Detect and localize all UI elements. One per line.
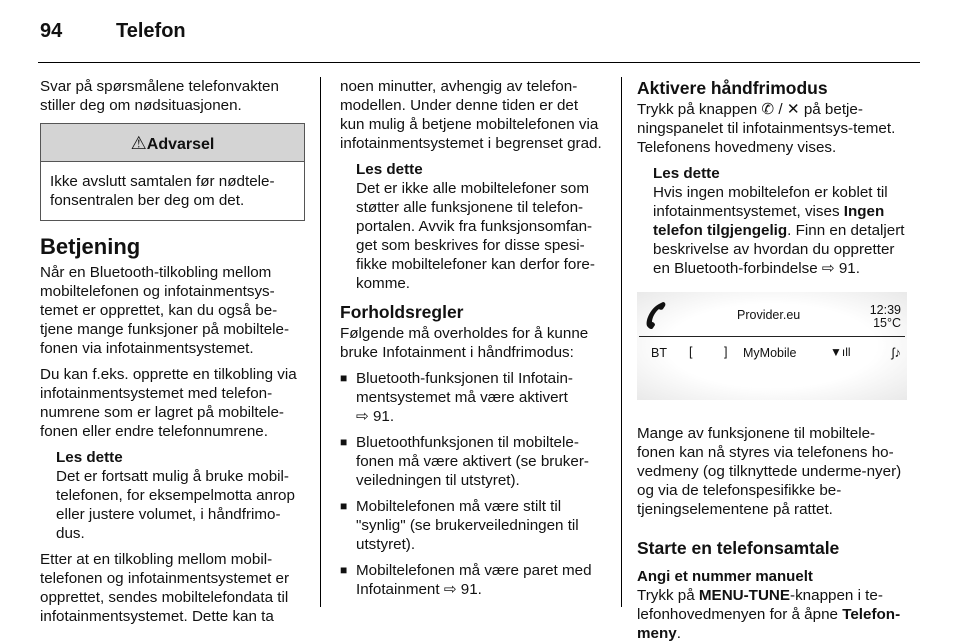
paragraph: Du kan f.eks. opprette en tilkobling via infotainmentsystemet med telefon-numrene som er lagret på mobiltele-fonen eller endre telefonnumrene.: [40, 366, 297, 440]
audio-icon: ʃ♪: [891, 345, 901, 360]
note-block: [40, 448, 305, 543]
signal-icon: ▼ıll: [830, 345, 851, 359]
mute-icon: ✕: [786, 101, 800, 118]
column-2: [340, 77, 606, 606]
page-number: 94: [40, 20, 63, 42]
note-label: Les dette: [653, 165, 720, 182]
brackets-label: [ ]: [689, 345, 742, 359]
warning-text: Ikke avslutt samtalen før nødtele-fonsentralen ber deg om det.: [50, 173, 275, 209]
paragraph: Mange av funksjonene til mobiltele-fonen kan nå styres via telefonens ho-vedmeny (og tilknyttede underme-nyer) og via de telefonspesifikke be-tjeningselementene på rattet.: [637, 425, 902, 518]
column-divider: [320, 77, 321, 607]
requirements-list: [340, 369, 606, 599]
mobile-name: MyMobile: [743, 346, 797, 360]
paragraph: noen minutter, avhengig av telefon-modellen. Under denne tiden er det kun mulig å betjene mobiltelefonen via infotainmentsystemet i begrenset grad.: [340, 78, 602, 152]
warning-title: Advarsel: [146, 136, 215, 153]
phone-icon: ✆: [761, 101, 775, 118]
warning-box: [40, 123, 305, 221]
bt-label: BT: [651, 346, 667, 360]
section-heading: Aktivere håndfrimodus: [637, 78, 828, 98]
page-title: Telefon: [116, 20, 186, 42]
note-label: Les dette: [56, 449, 123, 466]
list-item: ■ Bluetoothfunksjonen til mobiltele-fonen må være aktivert (se bruker-veiledningen til utstyret).: [340, 433, 606, 490]
header-rule: [38, 62, 920, 63]
paragraph: Trykk på knappen ✆ / ✕ på betje-ningspanelet til infotainmentsys-temet. Telefonens hovedmeny vises.: [637, 101, 896, 156]
clock-temp: [870, 304, 901, 330]
section-heading: Betjening: [40, 234, 141, 259]
column-3: [637, 77, 907, 642]
note-text: Det er fortsatt mulig å bruke mobil-telefonen, for eksempelmotta anrop eller justere volumet, i håndfrimo-dus.: [56, 468, 295, 542]
note-block: [637, 164, 907, 278]
warning-header: [41, 124, 304, 162]
intro-paragraph: Svar på spørsmålene telefonvakten stiller deg om nødsituasjonen.: [40, 78, 279, 114]
list-item: ■ Bluetooth-funksjonen til Infotain-mentsystemet må være aktivert ⇨ 91.: [340, 369, 606, 426]
section-heading: Starte en telefonsamtale: [637, 538, 840, 558]
page-ref: 91.: [372, 408, 395, 425]
page-ref-icon: ⇨: [356, 408, 373, 425]
sub-heading: Angi et nummer manuelt: [637, 568, 813, 585]
paragraph: Etter at en tilkobling mellom mobil-telefonen og infotainmentsystemet er opprettet, sendes mobiltelefondata til infotainmentsystemet. Dette kan ta: [40, 551, 290, 625]
handset-icon: [641, 300, 673, 332]
column-divider: [621, 77, 622, 607]
page-header: [40, 20, 186, 43]
paragraph: Trykk på MENU-TUNE-knappen i te-lefonhovedmenyen for å åpne Telefon-meny.: [637, 587, 901, 642]
paragraph: Når en Bluetooth-tilkobling mellom mobiltelefonen og infotainmentsys-temet er opprettet, kan du også be-tjene mange funksjoner på mobiltele-fonen via infotainmentsystemet.: [40, 264, 290, 357]
page-ref-icon: ⇨: [443, 581, 461, 598]
note-text: Det er ikke alle mobiltelefoner som støtter alle funksjonene til telefon-portalen. Avvik fra funksjonsomfan-get som beskrives for disse spesi-fikke mobiltelefoner kan derfor fore-komme.: [356, 180, 595, 292]
list-item: ■ Mobiltelefonen må være stilt til "synlig" (se brukerveiledningen til utstyret).: [340, 497, 606, 554]
infotainment-display: [637, 292, 907, 400]
section-heading: Forholdsregler: [340, 302, 464, 322]
page-ref: 91.: [460, 581, 482, 598]
list-item: ■ Mobiltelefonen må være paret med Infotainment ⇨ 91.: [340, 561, 606, 599]
display-divider: [639, 336, 905, 337]
warning-triangle-icon: ⚠: [130, 133, 147, 153]
temperature: 15°C: [873, 316, 901, 330]
note-block: [340, 160, 606, 293]
clock: 12:39: [869, 303, 901, 317]
page-ref-icon: ⇨: [821, 260, 839, 277]
column-1: [40, 77, 305, 633]
page-ref: 91.: [838, 260, 860, 277]
note-text: Hvis ingen mobiltelefon er koblet til infotainmentsystemet, vises Ingen telefon tilgjengelig. Finn en detaljert beskrivelse av hvordan du oppretter en Bluetooth-forbindelse ⇨ 91.: [653, 184, 905, 277]
paragraph: Følgende må overholdes for å kunne bruke Infotainment i håndfrimodus:: [340, 325, 589, 361]
provider-label: Provider.eu: [737, 308, 801, 322]
note-label: Les dette: [356, 161, 423, 178]
